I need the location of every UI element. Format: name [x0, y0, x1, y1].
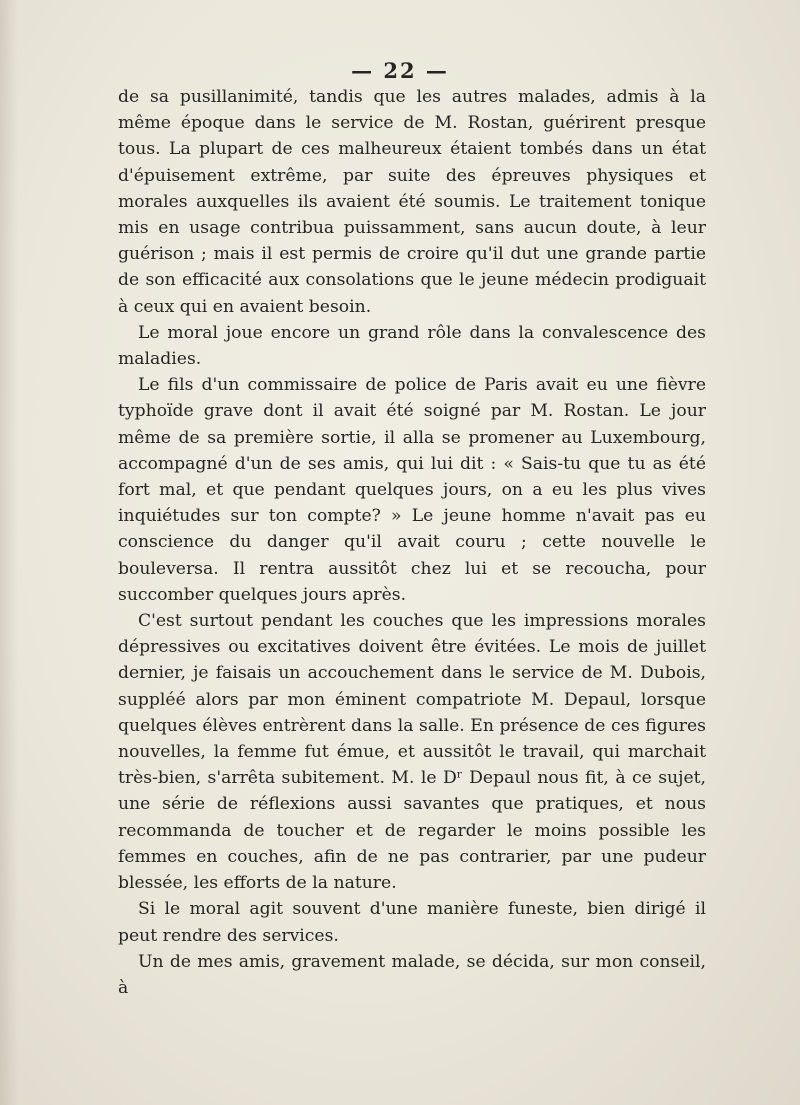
- paragraph: Un de mes amis, gravement malade, se décida, sur mon conseil, à: [118, 951, 706, 998]
- paragraph: C'est surtout pendant les couches que les impressions morales dépressives ou excitatives doivent être évitées. Le mois de juillet dernier, je faisais un accouchement dans le service de M. Dubois, suppléé alors par mon éminent compatriote M. Depaul, lorsque quelques élèves entrèrent dans la salle. En présence de ces figures nouvelles, la femme fut émue, et aussitôt le travail, qui marchait très-bien, s'arrêta subitement. M. le Dʳ Depaul nous fit, à ce sujet, une série de réflexions aussi savantes que pratiques, et nous recommanda de toucher et de regarder le moins possible les femmes en couches, afin de ne pas contrarier, par une pudeur blessée, les efforts de la nature.: [118, 611, 706, 894]
- paragraph: Si le moral agit souvent d'une manière funeste, bien dirigé il peut rendre des services.: [118, 899, 706, 946]
- paragraph: Le moral joue encore un grand rôle dans la convalescence des maladies.: [118, 322, 706, 370]
- page-number: — 22 —: [351, 58, 449, 83]
- body-text: [118, 84, 706, 1001]
- paragraph: Le fils d'un commissaire de police de Paris avait eu une fièvre typhoïde grave dont il avait été soigné par M. Rostan. Le jour même de sa première sortie, il alla se promener au Luxembourg, accompagné d'un de ses amis, qui lui dit : « Sais-tu que tu as été fort mal, et que pendant quelques jours, on a eu les plus vives inquiétudes sur ton compte? » Le jeune homme n'avait pas eu conscience du danger qu'il avait couru ; cette nouvelle le bouleversa. Il rentra aussitôt chez lui et se recoucha, pour succomber quelques jours après.: [118, 375, 706, 605]
- paragraph: de sa pusillanimité, tandis que les autres malades, admis à la même époque dans le service de M. Rostan, guérirent presque tous. La plupart de ces malheureux étaient tombés dans un état d'épuisement extrême, par suite des épreuves physiques et morales auxquelles ils avaient été soumis. Le traitement tonique mis en usage contribua puissamment, sans aucun doute, à leur guérison ; mais il est permis de croire qu'il dut une grande partie de son efficacité aux consolations que le jeune médecin prodiguait à ceux qui en avaient besoin.: [118, 87, 706, 317]
- page-edge-shadow: [0, 0, 18, 1105]
